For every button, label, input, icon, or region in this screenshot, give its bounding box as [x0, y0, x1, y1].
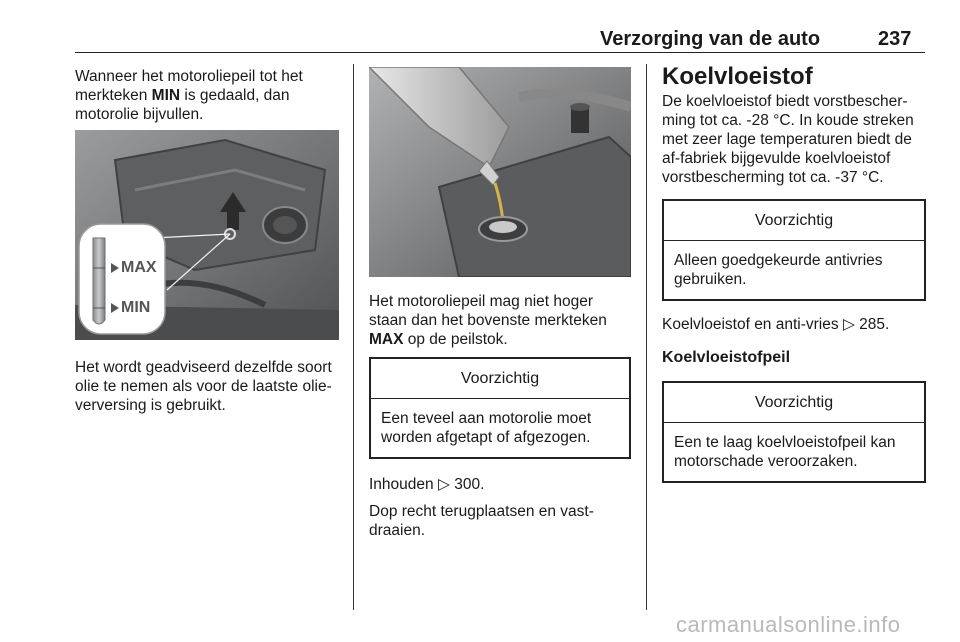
caution-box-oil	[369, 357, 631, 459]
dipstick-max-label: MAX	[121, 259, 157, 276]
caution-title: Voorzichtig	[664, 383, 924, 423]
column-1-lower	[75, 358, 347, 425]
contents-reference: Inhouden ▷ 300.	[369, 476, 485, 493]
page-reference-arrow-icon: ▷	[437, 476, 450, 493]
max-mark-label: MAX	[369, 331, 404, 348]
header-divider	[75, 52, 925, 53]
caution-text: Een te laag koelvloeistofpeil kan motorschade veroorzaken.	[674, 434, 896, 470]
header-title: Verzorging van de auto	[600, 28, 821, 50]
oil-filling-photo	[369, 67, 631, 277]
max-level-paragraph: Het motoroliepeil mag niet hoger staan dan het bovenste merkteken MAX op de peilstok.	[369, 293, 607, 348]
column-1	[75, 67, 345, 134]
contents-page-link[interactable]: 300.	[454, 476, 485, 493]
watermark: carmanualsonline.info	[676, 612, 901, 637]
column-divider-right	[646, 64, 647, 610]
cap-instruction: Dop recht terugplaatsen en vast-draaien.	[369, 503, 594, 539]
page-reference-arrow-icon: ▷	[842, 316, 855, 333]
caution-title: Voorzichtig	[371, 359, 629, 399]
column-3	[662, 63, 926, 483]
antifreeze-reference: Koelvloeistof en anti-vries ▷ 285.	[662, 316, 890, 333]
caution-text: Alleen goedgekeurde antivries gebruiken.	[674, 252, 883, 288]
min-mark-label: MIN	[151, 87, 181, 104]
caution-text: Een teveel aan motorolie moet worden afgetapt of afgezogen.	[381, 410, 592, 446]
caution-box-coolant-level	[662, 381, 926, 483]
engine-dipstick-photo	[75, 130, 339, 340]
page-number: 237	[878, 28, 912, 50]
coolant-intro: De koelvloeistof biedt vorstbescher-ming tot ca. -28 °C. In koude streken met zeer lage temperaturen biedt de af-fabriek bijgevulde koelvloeistof vorstbescherming tot ca. -37 °C.	[662, 93, 914, 186]
oil-type-advice: Het wordt geadviseerd dezelfde soort olie te nemen als voor de laatste olie-verversing is gebruikt.	[75, 359, 332, 414]
caution-box-antifreeze	[662, 199, 926, 301]
column-divider-left	[353, 64, 354, 610]
min-fill-paragraph: Wanneer het motoroliepeil tot het merkteken MIN is gedaald, dan motorolie bijvullen.	[75, 68, 303, 123]
dipstick-min-label: MIN	[121, 299, 151, 316]
caution-title: Voorzichtig	[664, 201, 924, 241]
column-2	[369, 292, 631, 550]
coolant-level-title: Koelvloeistofpeil	[662, 349, 791, 366]
antifreeze-page-link[interactable]: 285.	[859, 316, 890, 333]
coolant-section-title: Koelvloeistof	[662, 63, 813, 90]
